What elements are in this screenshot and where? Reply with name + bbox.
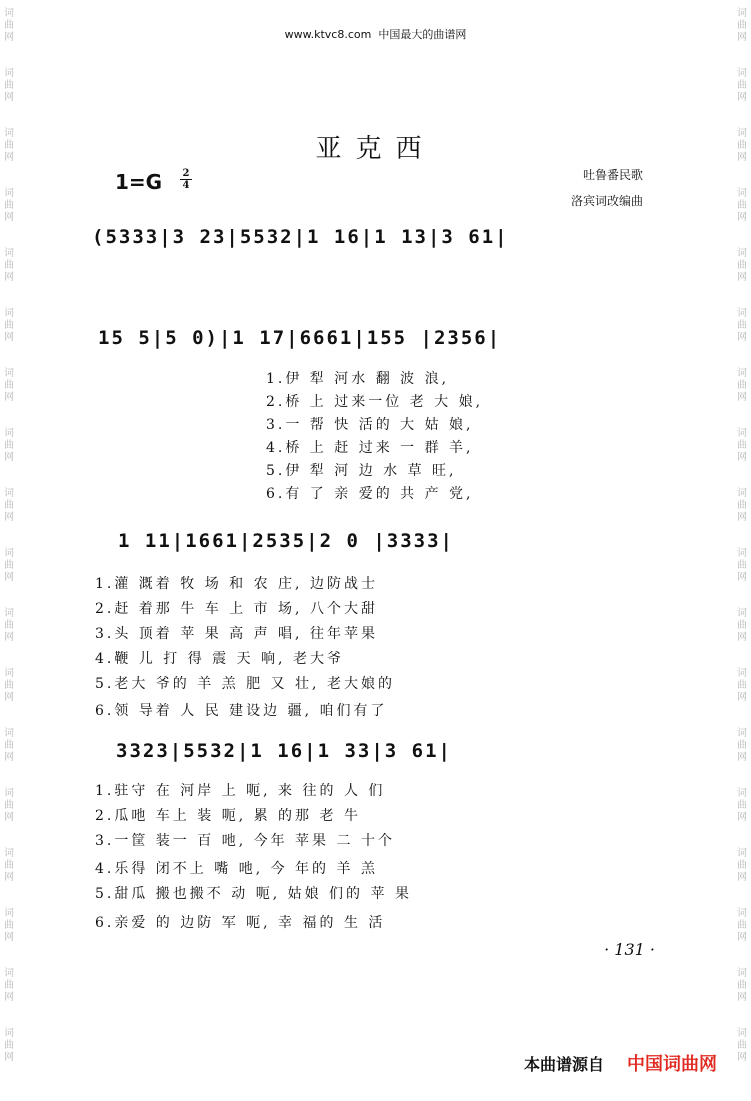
- lyric-line: 3.头 顶着 苹 果 高 声 唱, 往年苹果: [95, 626, 378, 642]
- watermark-gap: [735, 884, 749, 908]
- watermark-char: 网: [737, 392, 747, 403]
- watermark-char: 词: [4, 8, 14, 19]
- watermark-gap: [2, 284, 16, 308]
- watermark-gap: [2, 224, 16, 248]
- watermark-char: 曲: [4, 740, 14, 751]
- lyric-line: 1.驻守 在 河岸 上 呃, 来 往的 人 们: [95, 783, 386, 799]
- watermark-char: 词: [4, 788, 14, 799]
- watermark-char: 词: [4, 968, 14, 979]
- watermark-char: 词: [4, 1028, 14, 1039]
- watermark-gap: [735, 284, 749, 308]
- watermark-char: 词: [737, 1028, 747, 1039]
- watermark-char: 曲: [4, 200, 14, 211]
- watermark-char: 网: [737, 452, 747, 463]
- right-watermark: [735, 8, 749, 1088]
- watermark-char: 网: [4, 932, 14, 943]
- credit-source: 吐鲁番民歌: [582, 168, 643, 182]
- watermark-gap: [735, 644, 749, 668]
- watermark-char: 词: [737, 488, 747, 499]
- lyric-line: 1.灌 溉着 牧 场 和 农 庄, 边防战士: [95, 576, 378, 592]
- watermark-char: 网: [4, 512, 14, 523]
- watermark-char: 网: [737, 752, 747, 763]
- watermark-char: 词: [4, 248, 14, 259]
- watermark-char: 网: [4, 1052, 14, 1063]
- watermark-char: 曲: [4, 1040, 14, 1051]
- watermark-gap: [735, 824, 749, 848]
- watermark-char: 词: [737, 68, 747, 79]
- watermark-char: 曲: [737, 500, 747, 511]
- watermark-gap: [735, 464, 749, 488]
- watermark-char: 曲: [4, 20, 14, 31]
- watermark-gap: [2, 1004, 16, 1028]
- watermark-char: 曲: [4, 620, 14, 631]
- watermark-char: 曲: [4, 860, 14, 871]
- watermark-char: 曲: [737, 920, 747, 931]
- watermark-char: 曲: [737, 980, 747, 991]
- watermark-char: 网: [737, 32, 747, 43]
- lyric-line: 3.一筐 装一 百 吔, 今年 苹果 二 十个: [95, 833, 395, 849]
- watermark-char: 网: [737, 152, 747, 163]
- watermark-char: 曲: [4, 140, 14, 151]
- lyric-line: 5.甜瓜 搬也搬不 动 呃, 姑娘 们的 苹 果: [95, 886, 412, 902]
- watermark-gap: [735, 764, 749, 788]
- watermark-gap: [2, 524, 16, 548]
- lyric-line: 4.桥 上 赶 过来 一 群 羊,: [266, 440, 474, 456]
- staff-line-1: (5333|3 23|5532|1 16|1 13|3 61|: [92, 226, 509, 248]
- watermark-char: 词: [4, 728, 14, 739]
- watermark-gap: [2, 104, 16, 128]
- staff-line-3: 1 11|1661|2535|2 0 |3333|: [118, 530, 454, 552]
- watermark-char: 网: [4, 152, 14, 163]
- watermark-char: 曲: [4, 680, 14, 691]
- lyric-line: 2.赶 着那 牛 车 上 市 场, 八个大甜: [95, 601, 378, 617]
- watermark-gap: [2, 584, 16, 608]
- watermark-char: 网: [4, 752, 14, 763]
- watermark-char: 词: [737, 728, 747, 739]
- watermark-gap: [2, 164, 16, 188]
- watermark-char: 曲: [737, 320, 747, 331]
- watermark-char: 网: [4, 272, 14, 283]
- meter-top: 2: [182, 168, 190, 179]
- watermark-char: 网: [4, 632, 14, 643]
- watermark-char: 网: [737, 1052, 747, 1063]
- lyric-line: 4.鞭 儿 打 得 震 天 响, 老大爷: [95, 651, 344, 667]
- watermark-gap: [2, 464, 16, 488]
- staff-line-4: 3323|5532|1 16|1 33|3 61|: [116, 740, 452, 762]
- watermark-gap: [735, 524, 749, 548]
- watermark-gap: [2, 884, 16, 908]
- lyric-line: 3.一 帮 快 活的 大 姑 娘,: [266, 417, 474, 433]
- meter-bottom: 4: [182, 180, 190, 191]
- watermark-char: 网: [4, 812, 14, 823]
- watermark-gap: [735, 404, 749, 428]
- watermark-char: 曲: [737, 20, 747, 31]
- watermark-gap: [735, 224, 749, 248]
- watermark-char: 网: [737, 692, 747, 703]
- watermark-char: 网: [737, 992, 747, 1003]
- watermark-char: 曲: [4, 380, 14, 391]
- watermark-char: 词: [737, 188, 747, 199]
- watermark-char: 曲: [737, 140, 747, 151]
- lyric-line: 5.伊 犁 河 边 水 草 旺,: [266, 463, 457, 479]
- watermark-char: 曲: [737, 380, 747, 391]
- watermark-char: 词: [4, 188, 14, 199]
- watermark-gap: [735, 704, 749, 728]
- watermark-char: 网: [737, 932, 747, 943]
- watermark-char: 曲: [737, 200, 747, 211]
- watermark-gap: [2, 44, 16, 68]
- watermark-char: 词: [4, 548, 14, 559]
- watermark-char: 曲: [4, 800, 14, 811]
- lyric-line: 1.伊 犁 河水 翻 波 浪,: [266, 371, 450, 387]
- watermark-char: 词: [4, 668, 14, 679]
- watermark-char: 词: [4, 308, 14, 319]
- watermark-char: 词: [737, 128, 747, 139]
- watermark-char: 曲: [737, 860, 747, 871]
- watermark-char: 网: [4, 452, 14, 463]
- watermark-gap: [2, 704, 16, 728]
- watermark-char: 网: [4, 92, 14, 103]
- watermark-char: 词: [4, 848, 14, 859]
- watermark-char: 词: [737, 608, 747, 619]
- watermark-char: 曲: [4, 500, 14, 511]
- watermark-char: 曲: [737, 1040, 747, 1051]
- watermark-gap: [735, 104, 749, 128]
- watermark-char: 网: [4, 872, 14, 883]
- watermark-char: 曲: [737, 560, 747, 571]
- watermark-char: 曲: [737, 80, 747, 91]
- watermark-char: 网: [737, 572, 747, 583]
- watermark-char: 网: [737, 92, 747, 103]
- watermark-gap: [2, 824, 16, 848]
- staff-line-2: 15 5|5 0)|1 17|6661|155 |2356|: [98, 327, 502, 349]
- watermark-char: 曲: [737, 800, 747, 811]
- watermark-char: 曲: [4, 560, 14, 571]
- watermark-gap: [2, 944, 16, 968]
- left-watermark: [2, 8, 16, 1088]
- watermark-char: 曲: [737, 620, 747, 631]
- watermark-char: 网: [737, 872, 747, 883]
- watermark-gap: [2, 644, 16, 668]
- watermark-char: 网: [737, 512, 747, 523]
- credit-arranger: 洛宾词改编曲: [570, 194, 643, 208]
- watermark-char: 曲: [4, 980, 14, 991]
- watermark-char: 网: [4, 692, 14, 703]
- watermark-gap: [735, 44, 749, 68]
- watermark-char: 网: [737, 332, 747, 343]
- watermark-char: 词: [737, 968, 747, 979]
- watermark-char: 词: [4, 908, 14, 919]
- watermark-char: 网: [4, 32, 14, 43]
- lyric-line: 6.领 导着 人 民 建设边 疆, 咱们有了: [95, 703, 388, 719]
- watermark-char: 网: [4, 572, 14, 583]
- lyric-line: 6.有 了 亲 爱的 共 产 党,: [266, 486, 474, 502]
- watermark-char: 曲: [4, 440, 14, 451]
- watermark-gap: [2, 404, 16, 428]
- lyric-line: 5.老大 爷的 羊 羔 肥 又 壮, 老大娘的: [95, 676, 395, 692]
- key-signature: 1=G: [115, 170, 163, 194]
- watermark-char: 词: [4, 488, 14, 499]
- watermark-char: 网: [4, 992, 14, 1003]
- watermark-gap: [2, 1064, 16, 1088]
- watermark-gap: [2, 764, 16, 788]
- footer-source-label: 本曲谱源自: [524, 1055, 605, 1074]
- watermark-char: 网: [737, 272, 747, 283]
- watermark-char: 网: [4, 392, 14, 403]
- watermark-gap: [735, 944, 749, 968]
- lyric-line: 4.乐得 闭不上 嘴 吔, 今 年的 羊 羔: [95, 861, 378, 877]
- watermark-char: 词: [737, 788, 747, 799]
- watermark-char: 词: [737, 548, 747, 559]
- watermark-gap: [735, 344, 749, 368]
- watermark-char: 词: [737, 848, 747, 859]
- watermark-char: 词: [737, 8, 747, 19]
- watermark-char: 词: [737, 248, 747, 259]
- watermark-char: 词: [4, 68, 14, 79]
- watermark-char: 网: [737, 212, 747, 223]
- lyric-line: 2.瓜吔 车上 装 呃, 累 的那 老 牛: [95, 808, 361, 824]
- watermark-char: 曲: [737, 440, 747, 451]
- watermark-char: 词: [737, 368, 747, 379]
- page-header: [0, 26, 751, 42]
- watermark-gap: [735, 164, 749, 188]
- watermark-char: 曲: [737, 260, 747, 271]
- watermark-char: 网: [4, 332, 14, 343]
- watermark-gap: [2, 344, 16, 368]
- watermark-char: 词: [4, 608, 14, 619]
- lyric-line: 2.桥 上 过来一位 老 大 娘,: [266, 394, 484, 410]
- watermark-char: 曲: [4, 920, 14, 931]
- watermark-char: 曲: [737, 740, 747, 751]
- watermark-char: 词: [737, 908, 747, 919]
- watermark-gap: [735, 584, 749, 608]
- watermark-gap: [735, 1004, 749, 1028]
- watermark-char: 网: [737, 812, 747, 823]
- watermark-gap: [735, 1064, 749, 1088]
- lyric-line: 6.亲爱 的 边防 军 呃, 幸 福的 生 活: [95, 915, 386, 931]
- watermark-char: 网: [4, 212, 14, 223]
- header-url[interactable]: www.ktvc8.com: [284, 28, 372, 41]
- time-signature: [180, 168, 192, 191]
- watermark-char: 网: [737, 632, 747, 643]
- header-site-name: 中国最大的曲谱网: [378, 28, 467, 41]
- watermark-char: 曲: [4, 260, 14, 271]
- footer-source-site[interactable]: 中国词曲网: [627, 1054, 717, 1075]
- song-title: 亚克西: [315, 134, 436, 164]
- page-number: · 131 ·: [604, 940, 655, 959]
- watermark-char: 曲: [4, 80, 14, 91]
- watermark-char: 曲: [737, 680, 747, 691]
- watermark-char: 词: [737, 308, 747, 319]
- watermark-char: 曲: [4, 320, 14, 331]
- watermark-char: 词: [4, 128, 14, 139]
- watermark-char: 词: [4, 428, 14, 439]
- watermark-char: 词: [737, 428, 747, 439]
- watermark-char: 词: [4, 368, 14, 379]
- watermark-char: 词: [737, 668, 747, 679]
